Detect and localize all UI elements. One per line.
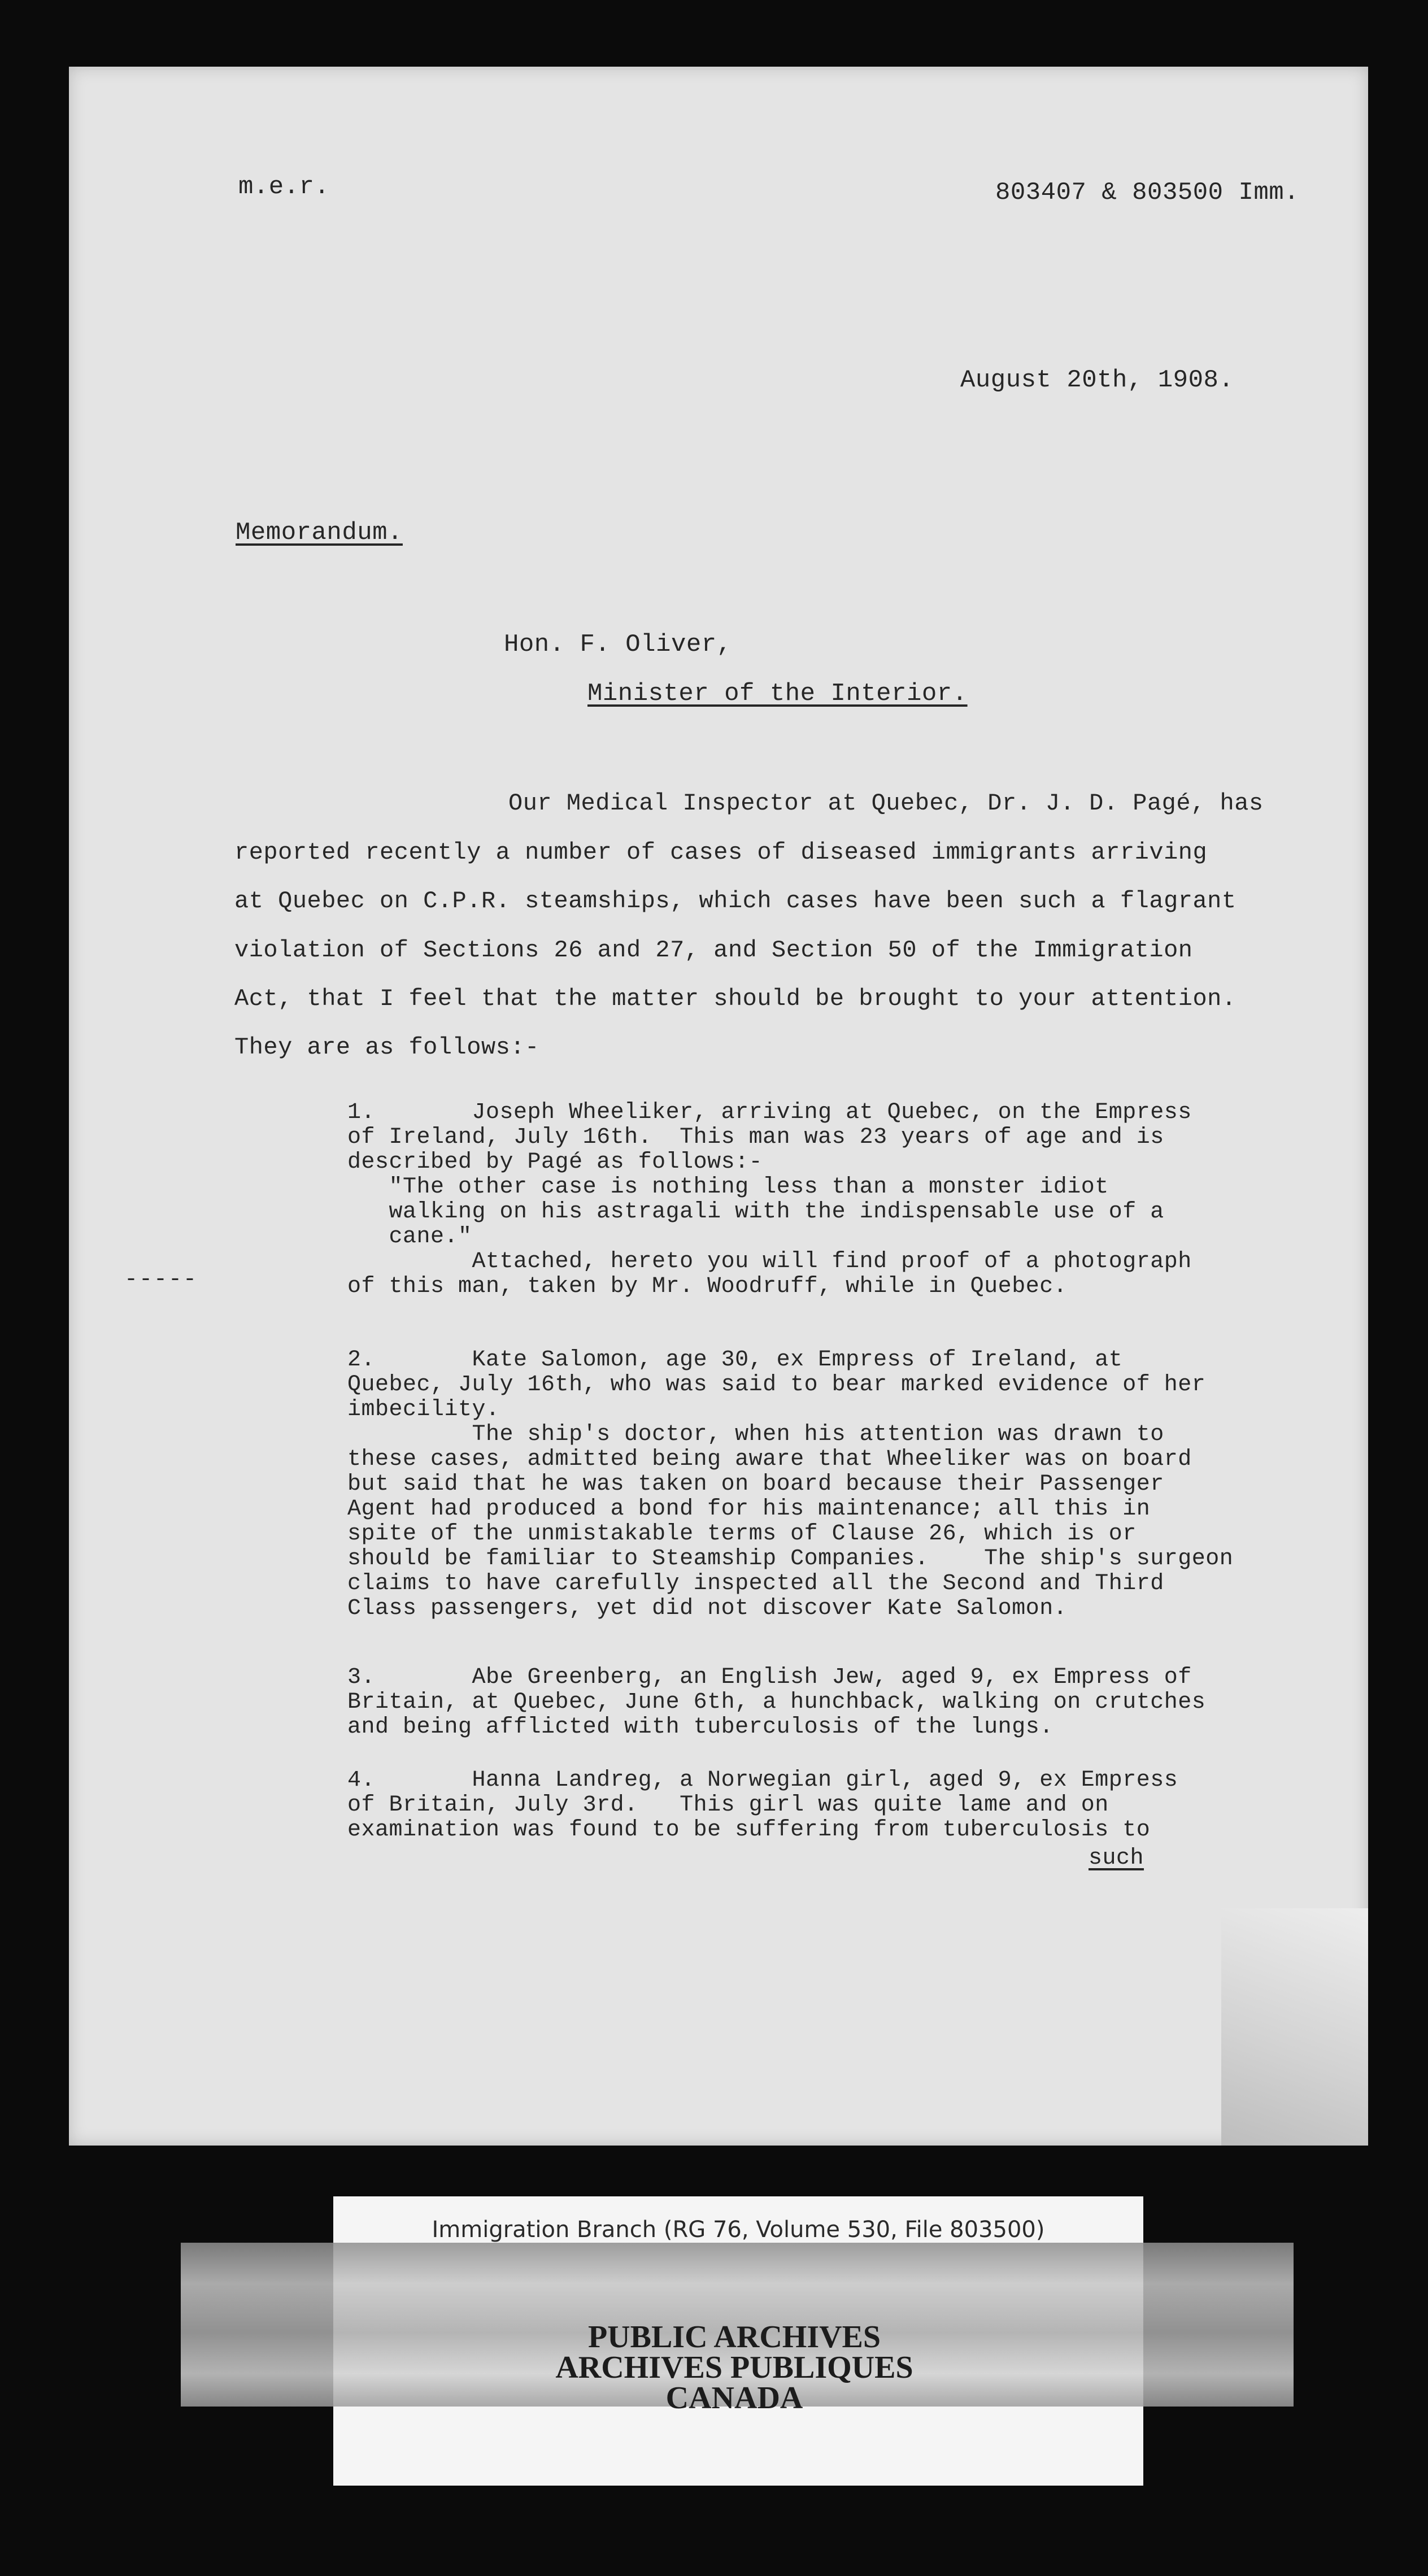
stamp-line: CANADA [665, 2381, 803, 2416]
case-line: Agent had produced a bond for his maintenance; all this in [347, 1496, 1151, 1522]
case-line: cane." [347, 1224, 472, 1250]
memo-page [69, 67, 1368, 2146]
addressee-title: Minister of the Interior. [587, 680, 968, 708]
case-line: spite of the unmistakable terms of Clause 26, which is or [347, 1521, 1137, 1547]
case-line: 4. Hanna Landreg, a Norwegian girl, aged 9, ex Empress [347, 1768, 1178, 1793]
case-line: examination was found to be suffering from tuberculosis to [347, 1817, 1151, 1843]
case-line: Attached, hereto you will find proof of a photograph [347, 1249, 1192, 1274]
case-line: Britain, at Quebec, June 6th, a hunchback, walking on crutches [347, 1690, 1206, 1715]
body-line: Our Medical Inspector at Quebec, Dr. J. D. Pagé, has [508, 790, 1264, 817]
case-line: 1. Joseph Wheeliker, arriving at Quebec, on the Empress [347, 1100, 1192, 1125]
case-line: "The other case is nothing less than a monster idiot [347, 1174, 1109, 1200]
case-line: and being afflicted with tuberculosis of the lungs. [347, 1715, 1053, 1740]
body-line: violation of Sections 26 and 27, and Section 50 of the Immigration [234, 937, 1193, 964]
case-line: Quebec, July 16th, who was said to bear marked evidence of her [347, 1372, 1206, 1398]
memo-date: August 20th, 1908. [960, 366, 1234, 394]
body-line: at Quebec on C.P.R. steamships, which cases have been such a flagrant [234, 887, 1237, 915]
archive-stamp [520, 2320, 949, 2416]
margin-dash: ----- [124, 1267, 198, 1293]
file-numbers: 803407 & 803500 Imm. [995, 179, 1300, 207]
memo-heading: Memorandum. [236, 519, 403, 547]
case-line: described by Pagé as follows:- [347, 1150, 763, 1175]
body-line: They are as follows:- [234, 1034, 539, 1061]
typist-initials: m.e.r. [238, 173, 330, 201]
stamp-line: PUBLIC ARCHIVES [587, 2320, 881, 2355]
catchword: such [1089, 1846, 1144, 1871]
case-line: Class passengers, yet did not discover Kate Salomon. [347, 1596, 1068, 1621]
archive-reference: Immigration Branch (RG 76, Volume 530, File 803500) [432, 2217, 1045, 2243]
page-curl [1221, 1908, 1368, 2146]
addressee-name: Hon. F. Oliver, [504, 630, 732, 659]
body-line: Act, that I feel that the matter should be brought to your attention. [234, 985, 1237, 1012]
stamp-line: ARCHIVES PUBLIQUES [555, 2350, 913, 2385]
case-line: of this man, taken by Mr. Woodruff, while in Quebec. [347, 1274, 1068, 1299]
case-line: 3. Abe Greenberg, an English Jew, aged 9, ex Empress of [347, 1665, 1192, 1690]
case-line: walking on his astragali with the indispensable use of a [347, 1199, 1164, 1225]
case-line: claims to have carefully inspected all the Second and Third [347, 1571, 1164, 1596]
case-line: The ship's doctor, when his attention was drawn to [347, 1422, 1164, 1447]
case-line: but said that he was taken on board because their Passenger [347, 1472, 1164, 1497]
case-line: of Ireland, July 16th. This man was 23 years of age and is [347, 1125, 1164, 1150]
case-line: imbecility. [347, 1397, 500, 1422]
case-line: should be familiar to Steamship Companies. The ship's surgeon [347, 1546, 1234, 1572]
case-line: these cases, admitted being aware that Wheeliker was on board [347, 1447, 1192, 1472]
case-line: of Britain, July 3rd. This girl was quite lame and on [347, 1792, 1109, 1818]
body-line: reported recently a number of cases of diseased immigrants arriving [234, 839, 1208, 866]
case-line: 2. Kate Salomon, age 30, ex Empress of Ireland, at [347, 1347, 1123, 1373]
